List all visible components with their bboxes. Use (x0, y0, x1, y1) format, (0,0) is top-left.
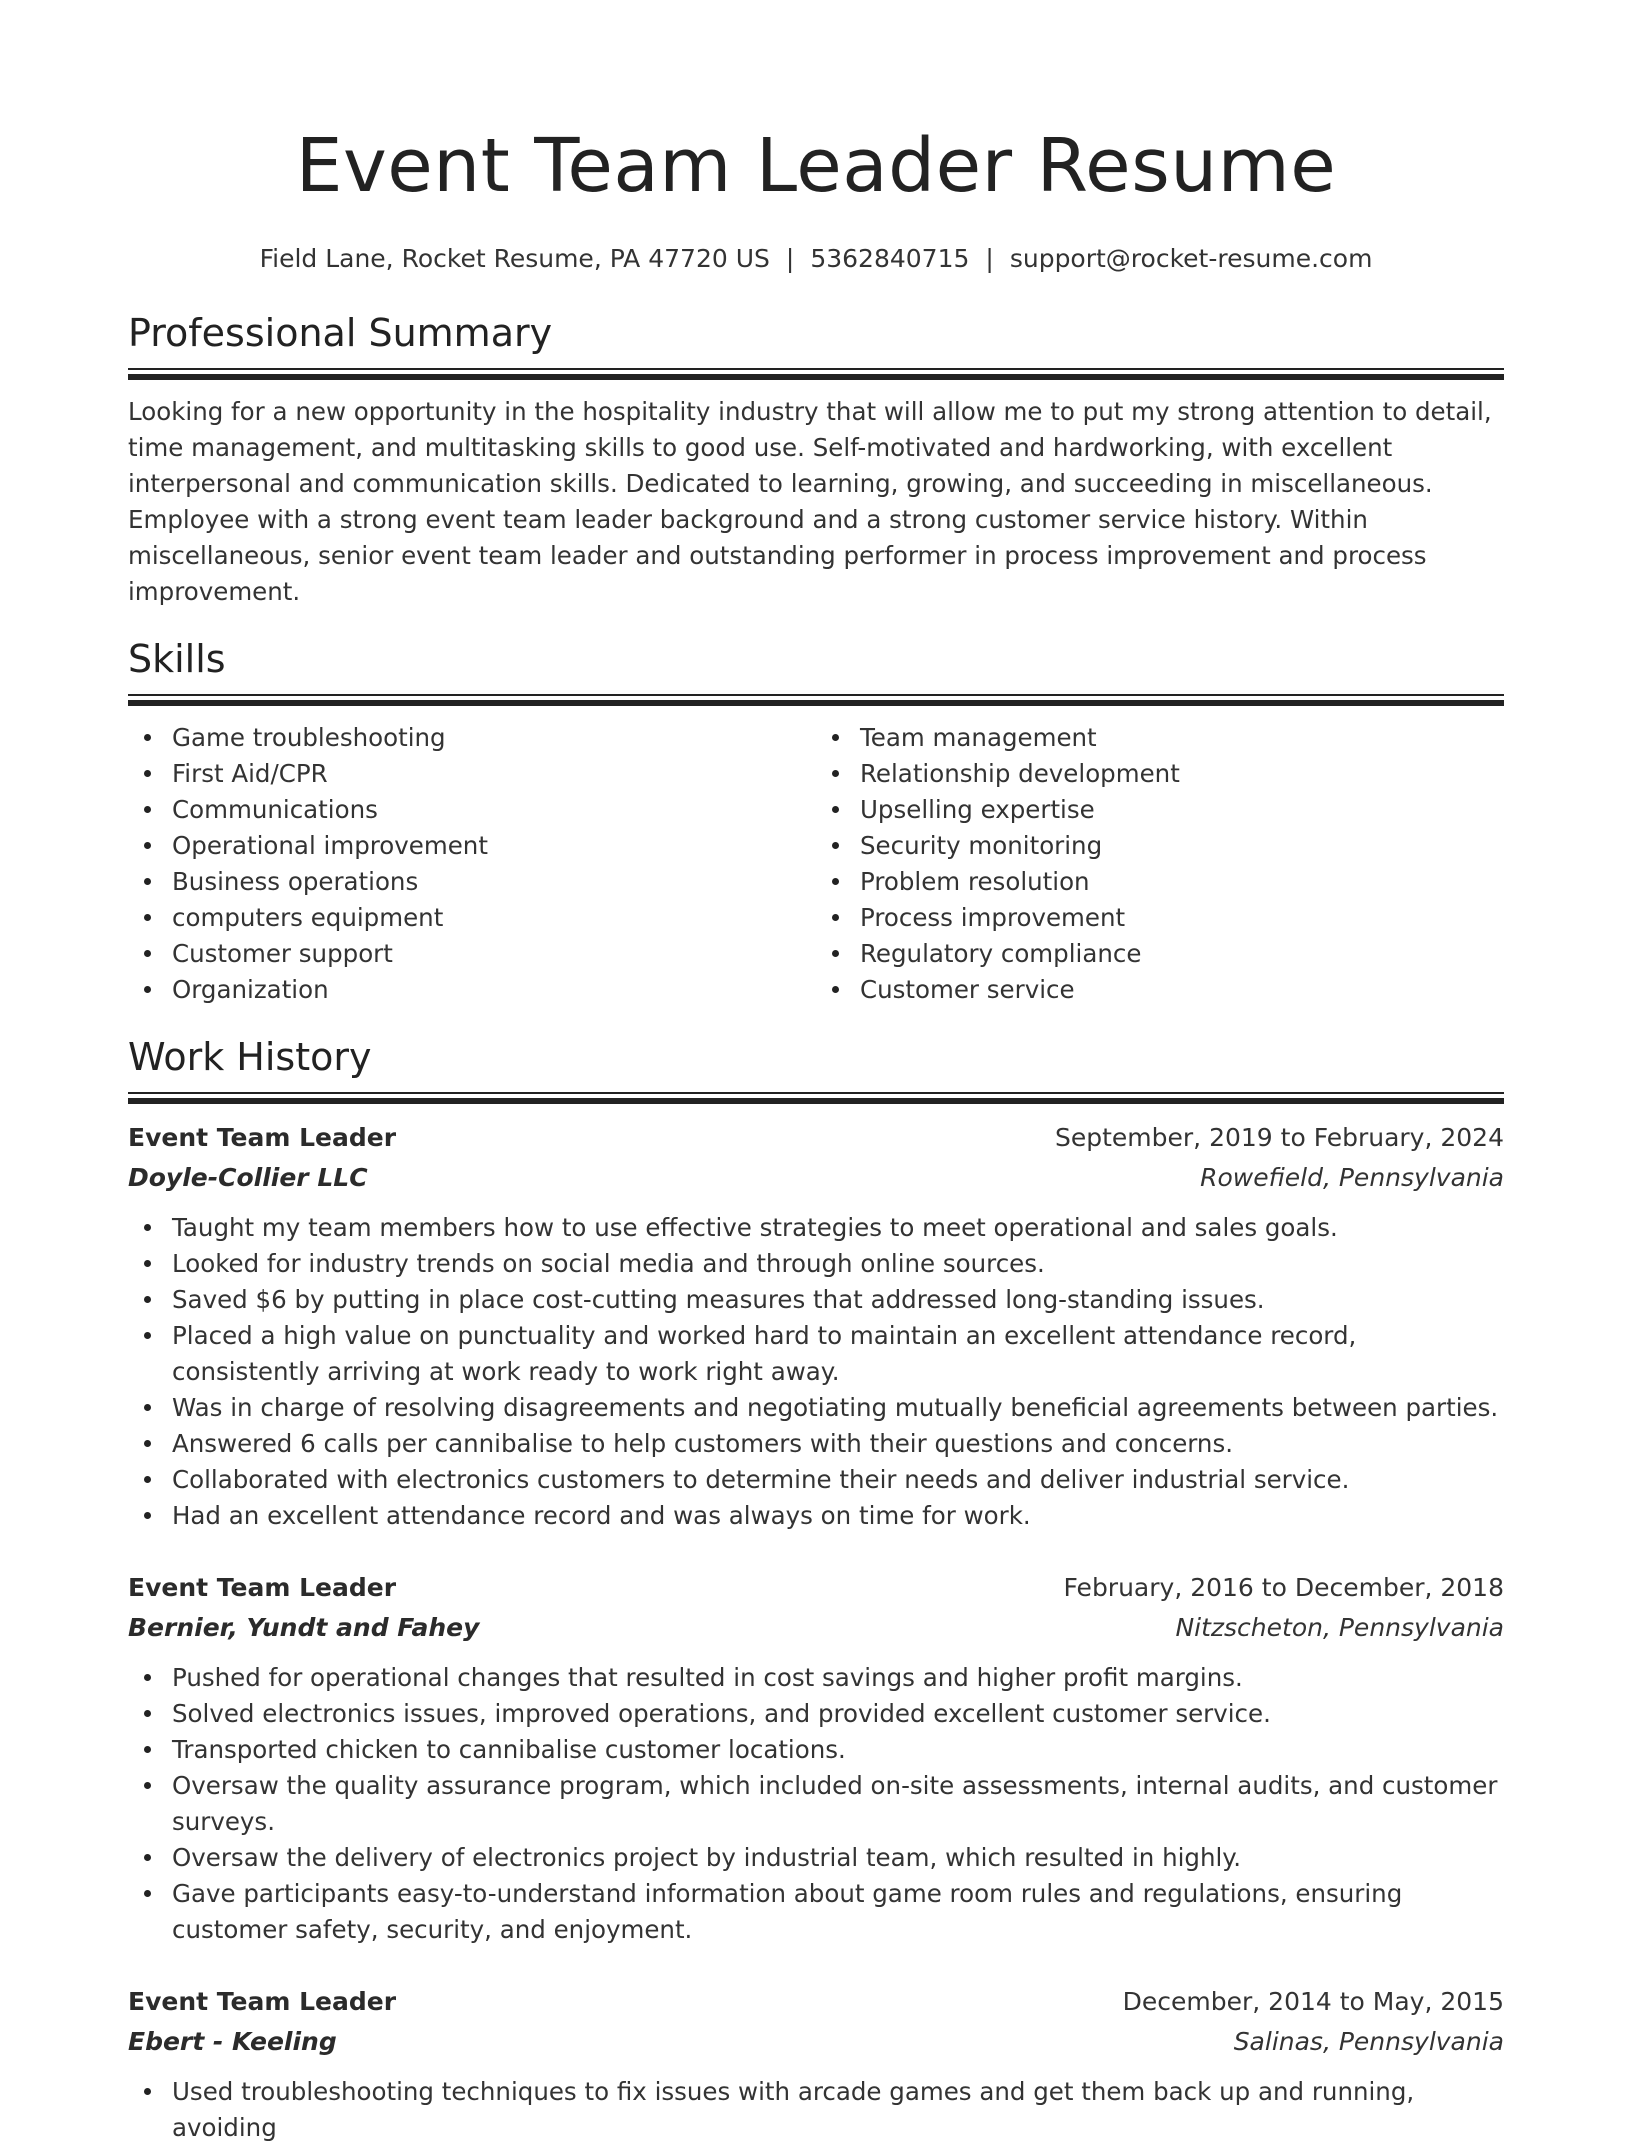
job-title: Event Team Leader (128, 1987, 397, 2016)
skill-item: Regulatory compliance (860, 936, 1504, 972)
skills-heading: Skills (128, 637, 226, 681)
job-dates: December, 2014 to May, 2015 (1122, 1987, 1504, 2016)
job-bullet: Looked for industry trends on social media and through online sources. (172, 1246, 1504, 1282)
skill-item: Communications (172, 792, 816, 828)
skills-section (128, 636, 1504, 1008)
job-bullets (128, 1660, 1504, 1948)
work-history-heading: Work History (128, 1035, 372, 1079)
skill-item: Team management (860, 720, 1504, 756)
skill-item: Operational improvement (172, 828, 816, 864)
job-bullet: Placed a high value on punctuality and worked hard to maintain an excellent attendance record, consistently arriving at work ready to work right away. (172, 1318, 1504, 1390)
contact-email: support@rocket-resume.com (1009, 244, 1373, 273)
job-entry (128, 1982, 1504, 2146)
contact-phone: 5362840715 (810, 244, 970, 273)
section-divider (128, 1092, 1504, 1104)
job-bullet: Had an excellent attendance record and was always on time for work. (172, 1498, 1504, 1534)
job-bullet: Used troubleshooting techniques to fix issues with arcade games and get them back up and running, avoiding (172, 2074, 1504, 2146)
job-entry (128, 1118, 1504, 1534)
skills-columns (128, 720, 1504, 1008)
resume-title: Event Team Leader Resume (295, 123, 1337, 209)
job-dates: February, 2016 to December, 2018 (1063, 1573, 1504, 1602)
skill-item: Game troubleshooting (172, 720, 816, 756)
section-divider (128, 694, 1504, 706)
skill-item: Upselling expertise (860, 792, 1504, 828)
job-location: Salinas, Pennsylvania (1233, 2027, 1504, 2056)
job-location: Nitzscheton, Pennsylvania (1175, 1613, 1504, 1642)
job-company: Ebert - Keeling (128, 2027, 337, 2056)
job-bullet: Taught my team members how to use effective strategies to meet operational and sales goals. (172, 1210, 1504, 1246)
skill-item: First Aid/CPR (172, 756, 816, 792)
skill-item: Business operations (172, 864, 816, 900)
skills-list-right (816, 720, 1504, 1008)
job-company: Doyle-Collier LLC (128, 1163, 368, 1192)
skill-item: Process improvement (860, 900, 1504, 936)
job-bullet: Oversaw the quality assurance program, which included on-site assessments, internal audits, and customer surveys. (172, 1768, 1504, 1840)
skill-item: Customer support (172, 936, 816, 972)
summary-text: Looking for a new opportunity in the hospitality industry that will allow me to put my strong attention to detail, time management, and multitasking skills to good use. Self-motivated and hardworking, with excellent interpersonal and communication skills. Dedicated to learning, growing, and succeeding in miscellaneous. Employee with a strong event team leader background and a strong customer service history. Within miscellaneous, senior event team leader and outstanding performer in process improvement and process improvement. (128, 397, 1492, 606)
job-title: Event Team Leader (128, 1573, 397, 1602)
work-history-section (128, 1034, 1504, 2146)
job-bullet: Solved electronics issues, improved operations, and provided excellent customer service. (172, 1696, 1504, 1732)
skill-item: Security monitoring (860, 828, 1504, 864)
summary-section (128, 310, 1504, 610)
contact-separator: | (985, 244, 994, 273)
skill-item: Organization (172, 972, 816, 1008)
job-title: Event Team Leader (128, 1123, 397, 1152)
skill-item: Relationship development (860, 756, 1504, 792)
contact-address: Field Lane, Rocket Resume, PA 47720 US (259, 244, 770, 273)
skill-item: Customer service (860, 972, 1504, 1008)
skill-item: Problem resolution (860, 864, 1504, 900)
section-divider (128, 368, 1504, 380)
job-bullet: Collaborated with electronics customers to determine their needs and deliver industrial service. (172, 1462, 1504, 1498)
job-bullet: Saved $6 by putting in place cost-cutting measures that addressed long-standing issues. (172, 1282, 1504, 1318)
contact-separator: | (785, 244, 795, 273)
job-bullet: Was in charge of resolving disagreements and negotiating mutually beneficial agreements between parties. (172, 1390, 1504, 1426)
job-bullet: Oversaw the delivery of electronics project by industrial team, which resulted in highly. (172, 1840, 1504, 1876)
job-company: Bernier, Yundt and Fahey (128, 1613, 480, 1642)
job-bullet: Gave participants easy-to-understand information about game room rules and regulations, ensuring customer safety, security, and enjoyment. (172, 1876, 1504, 1948)
job-bullets (128, 2074, 1504, 2146)
skills-list-left (128, 720, 816, 1008)
skill-item: computers equipment (172, 900, 816, 936)
summary-heading: Professional Summary (128, 311, 553, 355)
job-bullet: Transported chicken to cannibalise customer locations. (172, 1732, 1504, 1768)
contact-line (128, 242, 1504, 276)
job-dates: September, 2019 to February, 2024 (1055, 1123, 1504, 1152)
job-bullet: Pushed for operational changes that resulted in cost savings and higher profit margins. (172, 1660, 1504, 1696)
job-bullet: Answered 6 calls per cannibalise to help customers with their questions and concerns. (172, 1426, 1504, 1462)
job-bullets (128, 1210, 1504, 1534)
job-location: Rowefield, Pennsylvania (1200, 1163, 1504, 1192)
resume-page (128, 0, 1504, 2146)
job-entry (128, 1568, 1504, 1948)
